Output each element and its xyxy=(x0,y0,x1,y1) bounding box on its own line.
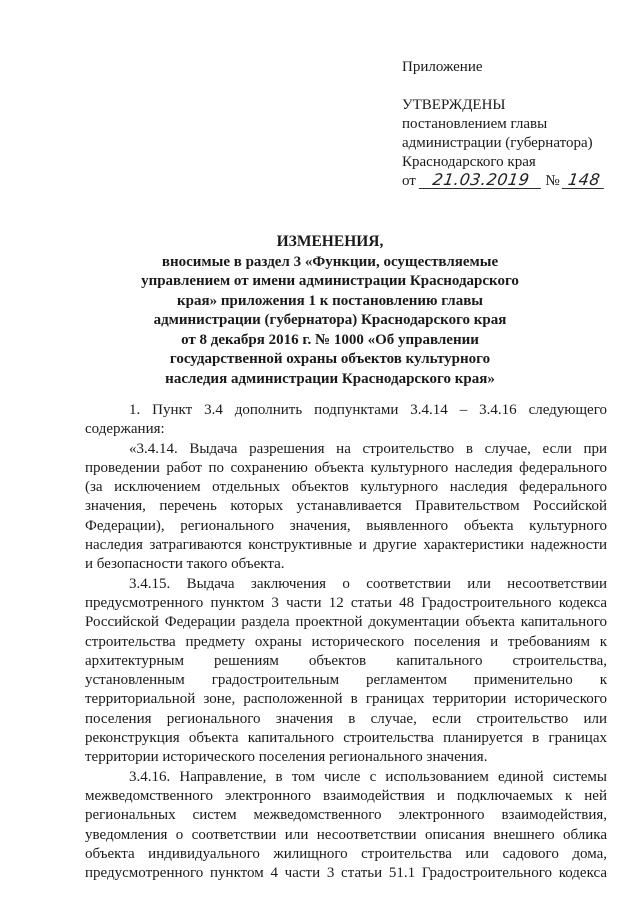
paragraph-4 xyxy=(85,768,607,884)
approval-line-2: администрации (губернатора) xyxy=(402,135,593,151)
text-line: наследия затрагиваются конструктивные и другие характеристики надежности xyxy=(85,537,607,554)
text-line: предусмотренного пунктом 4 части 3 статьи 51.1 Градостроительного кодекса xyxy=(85,865,607,882)
text-line: и безопасности такого объекта. xyxy=(85,556,285,573)
text-line: поселения регионального значения в случае, если строительство или xyxy=(85,710,607,727)
text-line: архитектурным решениям объектов капитального строительства, xyxy=(85,652,607,669)
text-line: региональных систем межведомственного электронного взаимодействия, xyxy=(85,807,607,824)
text-line: строительства предмету охраны исторического поселения и требованиям к xyxy=(85,633,607,650)
text-line: территории исторического поселения регионального значения. xyxy=(85,749,488,766)
document-reference xyxy=(402,172,632,191)
paragraph-2 xyxy=(85,440,607,575)
title-line: края» приложения 1 к постановлению главы xyxy=(176,292,484,309)
text-line: реконструкция объекта капитального строительства планируется в границах xyxy=(85,730,607,747)
appendix-label: Приложение xyxy=(402,59,483,75)
text-line: Российской Федерации раздела проектной документации объекта капитального xyxy=(85,614,607,631)
text-line: территориальной зоне, расположенной в границах территории исторического xyxy=(85,691,607,708)
text-line: проведении работ по сохранению объекта культурного наследия федерального xyxy=(85,459,607,476)
number-label: № xyxy=(545,173,560,189)
title-heading: ИЗМЕНЕНИЯ, xyxy=(276,233,384,250)
title-line: государственной охраны объектов культурного xyxy=(169,351,491,367)
title-line: от 8 декабря 2016 г. № 1000 «Об управлении xyxy=(181,331,479,348)
approval-block xyxy=(402,58,632,191)
title-line: управлением от имени администрации Краснодарского xyxy=(141,273,519,289)
paragraph-3 xyxy=(85,575,607,768)
text-line: объекта индивидуального жилищного строительства или садового дома, xyxy=(85,845,607,862)
text-line: установленным градостроительным регламентом применительно к xyxy=(85,672,607,689)
text-line: содержания: xyxy=(85,421,165,438)
text-line: Федерации), регионального значения, выявленного объекта культурного xyxy=(85,517,607,534)
document-title xyxy=(130,232,530,389)
approval-line-3: Краснодарского края xyxy=(402,154,536,170)
approval-line-1: постановлением главы xyxy=(402,116,548,132)
title-line: администрации (губернатора) Краснодарского края xyxy=(153,312,507,328)
text-line: 3.4.15. Выдача заключения о соответствии или несоответствии xyxy=(129,575,607,592)
title-line: вносимые в раздел 3 «Функции, осуществляемые xyxy=(161,253,499,270)
text-line: (за исключением отдельных объектов культурного наследия федерального xyxy=(85,479,607,496)
text-line: 1. Пункт 3.4 дополнить подпунктами 3.4.14 – 3.4.16 следующего xyxy=(129,402,607,418)
title-line: наследия администрации Краснодарского края» xyxy=(165,370,495,387)
text-line: предусмотренного пунктом 3 части 12 статьи 48 Градостроительного кодекса xyxy=(85,594,607,611)
text-line: межведомственного электронного взаимодействия и подключаемых к ней xyxy=(85,787,607,804)
text-line: значения, перечень которых устанавливается Правительством Российской xyxy=(85,498,607,515)
text-line: 3.4.16. Направление, в том числе с использованием единой системы xyxy=(129,768,607,785)
handwritten-date: 21.03.2019 xyxy=(418,172,542,189)
handwritten-number: 148 xyxy=(562,172,606,189)
from-label: от xyxy=(402,173,416,189)
text-line: уведомления о соответствии или несоответствии описания внешнего облика xyxy=(85,826,607,843)
paragraph-1 xyxy=(85,401,607,440)
approved-label: УТВЕРЖДЕНЫ xyxy=(402,97,506,113)
text-line: «3.4.14. Выдача разрешения на строительство в случае, если при xyxy=(129,440,607,457)
document-body xyxy=(85,401,607,883)
